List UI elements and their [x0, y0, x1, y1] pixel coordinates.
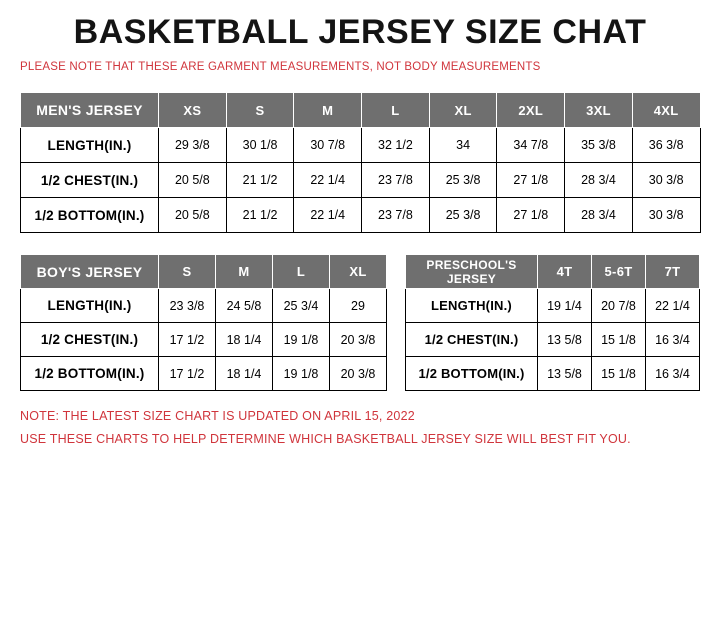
table-cell: 21 1/2 [226, 163, 294, 198]
table-cell: 13 5/8 [538, 323, 592, 357]
table-header-row [21, 93, 701, 128]
table-row [21, 357, 387, 391]
table-cell: 16 3/4 [646, 357, 700, 391]
column-header: L [362, 93, 430, 128]
column-header: L [273, 255, 330, 289]
row-label: 1/2 CHEST(IN.) [406, 323, 538, 357]
table-row [21, 198, 701, 233]
column-header: PRESCHOOL'S JERSEY [406, 255, 538, 289]
page-title: BASKETBALL JERSEY SIZE CHAT [73, 13, 647, 51]
table-cell: 34 7/8 [497, 128, 565, 163]
table-cell: 18 1/4 [216, 357, 273, 391]
table-cell: 20 7/8 [592, 289, 646, 323]
table-row [406, 289, 700, 323]
table-cell: 30 3/8 [632, 198, 700, 233]
table-cell: 20 5/8 [159, 198, 227, 233]
table-header-row [21, 255, 387, 289]
table-cell: 27 1/8 [497, 163, 565, 198]
column-header: M [216, 255, 273, 289]
table-cell: 18 1/4 [216, 323, 273, 357]
table-cell: 22 1/4 [294, 163, 362, 198]
table-cell: 30 3/8 [632, 163, 700, 198]
column-header: 4XL [632, 93, 700, 128]
table-row [406, 323, 700, 357]
table-cell: 27 1/8 [497, 198, 565, 233]
table-cell: 22 1/4 [646, 289, 700, 323]
row-label: LENGTH(IN.) [406, 289, 538, 323]
column-header: XL [330, 255, 387, 289]
row-label: 1/2 BOTTOM(IN.) [406, 357, 538, 391]
table-cell: 30 1/8 [226, 128, 294, 163]
column-header: M [294, 93, 362, 128]
table-cell: 22 1/4 [294, 198, 362, 233]
table-cell: 23 7/8 [362, 163, 430, 198]
table-cell: 29 [330, 289, 387, 323]
table-cell: 16 3/4 [646, 323, 700, 357]
table-cell: 20 3/8 [330, 357, 387, 391]
table-cell: 29 3/8 [159, 128, 227, 163]
top-note: PLEASE NOTE THAT THESE ARE GARMENT MEASUREMENTS, NOT BODY MEASUREMENTS [20, 61, 541, 74]
table-cell: 24 5/8 [216, 289, 273, 323]
table-header-row [406, 255, 700, 289]
table-cell: 19 1/8 [273, 357, 330, 391]
table-cell: 15 1/8 [592, 357, 646, 391]
table-cell: 23 7/8 [362, 198, 430, 233]
bottom-note-line-2: USE THESE CHARTS TO HELP DETERMINE WHICH BASKETBALL JERSEY SIZE WILL BEST FIT YOU. [20, 432, 631, 447]
row-label: LENGTH(IN.) [21, 128, 159, 163]
table-cell: 30 7/8 [294, 128, 362, 163]
table-cell: 36 3/8 [632, 128, 700, 163]
bottom-note-line-1: NOTE: THE LATEST SIZE CHART IS UPDATED ON APRIL 15, 2022 [20, 409, 415, 424]
column-header: 3XL [565, 93, 633, 128]
table-row [21, 289, 387, 323]
table-cell: 23 3/8 [159, 289, 216, 323]
table-cell: 25 3/8 [429, 198, 497, 233]
table-cell: 32 1/2 [362, 128, 430, 163]
row-label: LENGTH(IN.) [21, 289, 159, 323]
column-header: 7T [646, 255, 700, 289]
preschool-jersey-size-table [405, 254, 700, 391]
table-cell: 19 1/4 [538, 289, 592, 323]
table-cell: 25 3/4 [273, 289, 330, 323]
mens-jersey-size-table [20, 92, 701, 233]
row-label: 1/2 CHEST(IN.) [21, 163, 159, 198]
table-cell: 17 1/2 [159, 357, 216, 391]
table-cell: 15 1/8 [592, 323, 646, 357]
table-cell: 28 3/4 [565, 198, 633, 233]
table-cell: 21 1/2 [226, 198, 294, 233]
row-label: 1/2 CHEST(IN.) [21, 323, 159, 357]
size-chart-page [0, 14, 720, 618]
column-header: XL [429, 93, 497, 128]
table-cell: 20 3/8 [330, 323, 387, 357]
table-row [21, 163, 701, 198]
column-header: S [226, 93, 294, 128]
column-header: BOY'S JERSEY [21, 255, 159, 289]
table-cell: 35 3/8 [565, 128, 633, 163]
table-cell: 20 5/8 [159, 163, 227, 198]
table-cell: 28 3/4 [565, 163, 633, 198]
table-cell: 25 3/8 [429, 163, 497, 198]
lower-tables-container [20, 254, 700, 391]
table-cell: 19 1/8 [273, 323, 330, 357]
bottom-notes [20, 405, 720, 451]
column-header: 5-6T [592, 255, 646, 289]
table-cell: 17 1/2 [159, 323, 216, 357]
column-header: MEN'S JERSEY [21, 93, 159, 128]
table-row [21, 323, 387, 357]
column-header: S [159, 255, 216, 289]
table-row [406, 357, 700, 391]
table-cell: 13 5/8 [538, 357, 592, 391]
row-label: 1/2 BOTTOM(IN.) [21, 198, 159, 233]
table-row [21, 128, 701, 163]
row-label: 1/2 BOTTOM(IN.) [21, 357, 159, 391]
column-header: 4T [538, 255, 592, 289]
column-header: 2XL [497, 93, 565, 128]
boys-jersey-size-table [20, 254, 387, 391]
column-header: XS [159, 93, 227, 128]
table-cell: 34 [429, 128, 497, 163]
